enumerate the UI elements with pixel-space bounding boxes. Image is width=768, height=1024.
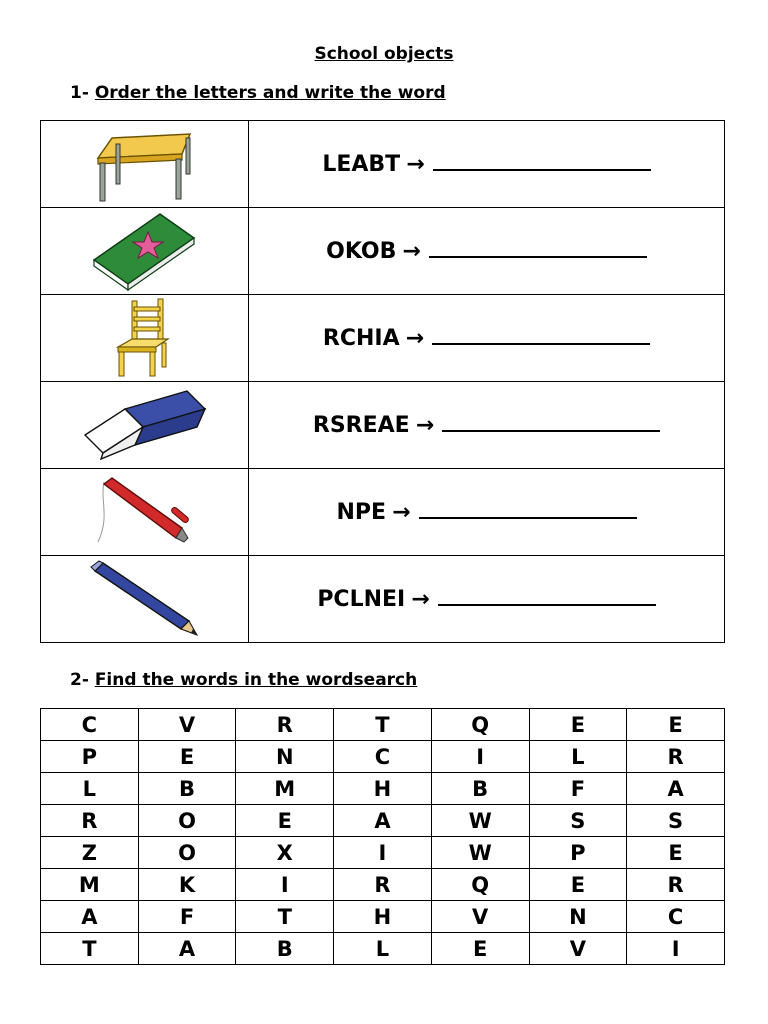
wordsearch-cell[interactable]: E — [431, 933, 529, 965]
wordsearch-cell[interactable]: L — [334, 933, 432, 965]
section-2-number: 2- — [70, 670, 95, 690]
wordsearch-cell[interactable]: X — [236, 837, 334, 869]
arrow-icon: → — [405, 326, 425, 351]
arrow-icon: → — [392, 500, 411, 525]
wordsearch-cell[interactable]: F — [138, 901, 236, 933]
wordsearch-cell[interactable]: F — [529, 773, 627, 805]
wordsearch-cell[interactable]: L — [529, 741, 627, 773]
wordsearch-cell[interactable]: Z — [41, 837, 139, 869]
answer-blank[interactable] — [433, 151, 651, 171]
wordsearch-cell[interactable]: V — [138, 709, 236, 741]
picture-cell — [41, 121, 249, 208]
wordsearch-cell[interactable]: S — [529, 805, 627, 837]
wordsearch-cell[interactable]: K — [138, 869, 236, 901]
wordsearch-cell[interactable]: A — [41, 901, 139, 933]
wordsearch-cell[interactable]: O — [138, 805, 236, 837]
wordsearch-cell[interactable]: M — [41, 869, 139, 901]
wordsearch-cell[interactable]: C — [41, 709, 139, 741]
wordsearch-cell[interactable]: T — [236, 901, 334, 933]
wordsearch-cell[interactable]: E — [236, 805, 334, 837]
unscramble-row — [41, 208, 725, 295]
wordsearch-grid — [40, 708, 725, 965]
wordsearch-row — [41, 933, 725, 965]
scrambled-word: RSREAE — [312, 413, 410, 438]
wordsearch-cell[interactable]: E — [627, 837, 725, 869]
wordsearch-row — [41, 773, 725, 805]
wordsearch-cell[interactable]: B — [236, 933, 334, 965]
wordsearch-cell[interactable]: I — [236, 869, 334, 901]
unscramble-row — [41, 121, 725, 208]
wordsearch-cell[interactable]: Q — [431, 709, 529, 741]
wordsearch-cell[interactable]: R — [627, 869, 725, 901]
scrambled-word: NPE — [336, 500, 387, 525]
word-cell — [249, 208, 725, 295]
wordsearch-cell[interactable]: N — [529, 901, 627, 933]
wordsearch-cell[interactable]: Q — [431, 869, 529, 901]
unscramble-row — [41, 295, 725, 382]
answer-blank[interactable] — [432, 325, 650, 345]
section-1-text: Order the letters and write the word — [94, 83, 446, 103]
wordsearch-cell[interactable]: T — [41, 933, 139, 965]
scrambled-word: LEABT — [322, 152, 401, 177]
word-cell — [249, 556, 725, 643]
wordsearch-cell[interactable]: P — [529, 837, 627, 869]
section-2-heading — [70, 670, 417, 690]
arrow-icon: → — [406, 152, 425, 177]
wordsearch-cell[interactable]: B — [138, 773, 236, 805]
page-title: School objects — [314, 44, 454, 64]
wordsearch-cell[interactable]: C — [334, 741, 432, 773]
section-2-text: Find the words in the wordsearch — [94, 670, 418, 690]
arrow-icon: → — [415, 413, 435, 438]
wordsearch-cell[interactable]: H — [334, 901, 432, 933]
book-icon — [90, 210, 200, 292]
wordsearch-cell[interactable]: H — [334, 773, 432, 805]
wordsearch-cell[interactable]: R — [334, 869, 432, 901]
wordsearch-cell[interactable]: B — [431, 773, 529, 805]
wordsearch-cell[interactable]: R — [627, 741, 725, 773]
wordsearch-cell[interactable]: E — [627, 709, 725, 741]
unscramble-row — [41, 469, 725, 556]
wordsearch-cell[interactable]: W — [431, 805, 529, 837]
wordsearch-cell[interactable]: V — [431, 901, 529, 933]
word-cell — [249, 382, 725, 469]
wordsearch-cell[interactable]: R — [236, 709, 334, 741]
pencil-icon — [85, 559, 205, 639]
wordsearch-cell[interactable]: W — [431, 837, 529, 869]
wordsearch-row — [41, 709, 725, 741]
scrambled-word: RCHIA — [322, 326, 400, 351]
wordsearch-cell[interactable]: N — [236, 741, 334, 773]
wordsearch-cell[interactable]: I — [334, 837, 432, 869]
wordsearch-cell[interactable]: O — [138, 837, 236, 869]
wordsearch-cell[interactable]: A — [627, 773, 725, 805]
picture-cell — [41, 469, 249, 556]
wordsearch-cell[interactable]: S — [627, 805, 725, 837]
wordsearch-cell[interactable]: I — [627, 933, 725, 965]
wordsearch-row — [41, 869, 725, 901]
picture-cell — [41, 208, 249, 295]
wordsearch-row — [41, 837, 725, 869]
wordsearch-cell[interactable]: E — [529, 709, 627, 741]
word-cell — [249, 295, 725, 382]
wordsearch-cell[interactable]: E — [529, 869, 627, 901]
wordsearch-row — [41, 901, 725, 933]
wordsearch-cell[interactable]: M — [236, 773, 334, 805]
wordsearch-row — [41, 805, 725, 837]
wordsearch-cell[interactable]: P — [41, 741, 139, 773]
wordsearch-cell[interactable]: V — [529, 933, 627, 965]
wordsearch-cell[interactable]: A — [138, 933, 236, 965]
picture-cell — [41, 556, 249, 643]
chair-icon — [110, 297, 180, 379]
table-icon — [90, 124, 200, 204]
word-cell — [249, 121, 725, 208]
wordsearch-row — [41, 741, 725, 773]
scrambled-word: PCLNEI — [317, 587, 406, 612]
wordsearch-cell[interactable]: L — [41, 773, 139, 805]
unscramble-table — [40, 120, 725, 643]
arrow-icon: → — [402, 239, 421, 264]
answer-blank[interactable] — [429, 238, 647, 258]
wordsearch-cell[interactable]: I — [431, 741, 529, 773]
scrambled-word: OKOB — [326, 239, 397, 264]
unscramble-row — [41, 382, 725, 469]
picture-cell — [41, 295, 249, 382]
eraser-icon — [83, 387, 207, 463]
answer-blank[interactable] — [438, 586, 656, 606]
picture-cell — [41, 382, 249, 469]
wordsearch-cell[interactable]: A — [334, 805, 432, 837]
wordsearch-cell[interactable]: E — [138, 741, 236, 773]
answer-blank[interactable] — [419, 499, 637, 519]
pen-icon — [90, 472, 200, 552]
word-cell — [249, 469, 725, 556]
wordsearch-cell[interactable]: T — [334, 709, 432, 741]
answer-blank[interactable] — [442, 412, 660, 432]
wordsearch-cell[interactable]: C — [627, 901, 725, 933]
section-1-heading — [70, 83, 446, 103]
unscramble-row — [41, 556, 725, 643]
arrow-icon: → — [411, 587, 430, 612]
section-1-number: 1- — [70, 83, 95, 103]
wordsearch-cell[interactable]: R — [41, 805, 139, 837]
